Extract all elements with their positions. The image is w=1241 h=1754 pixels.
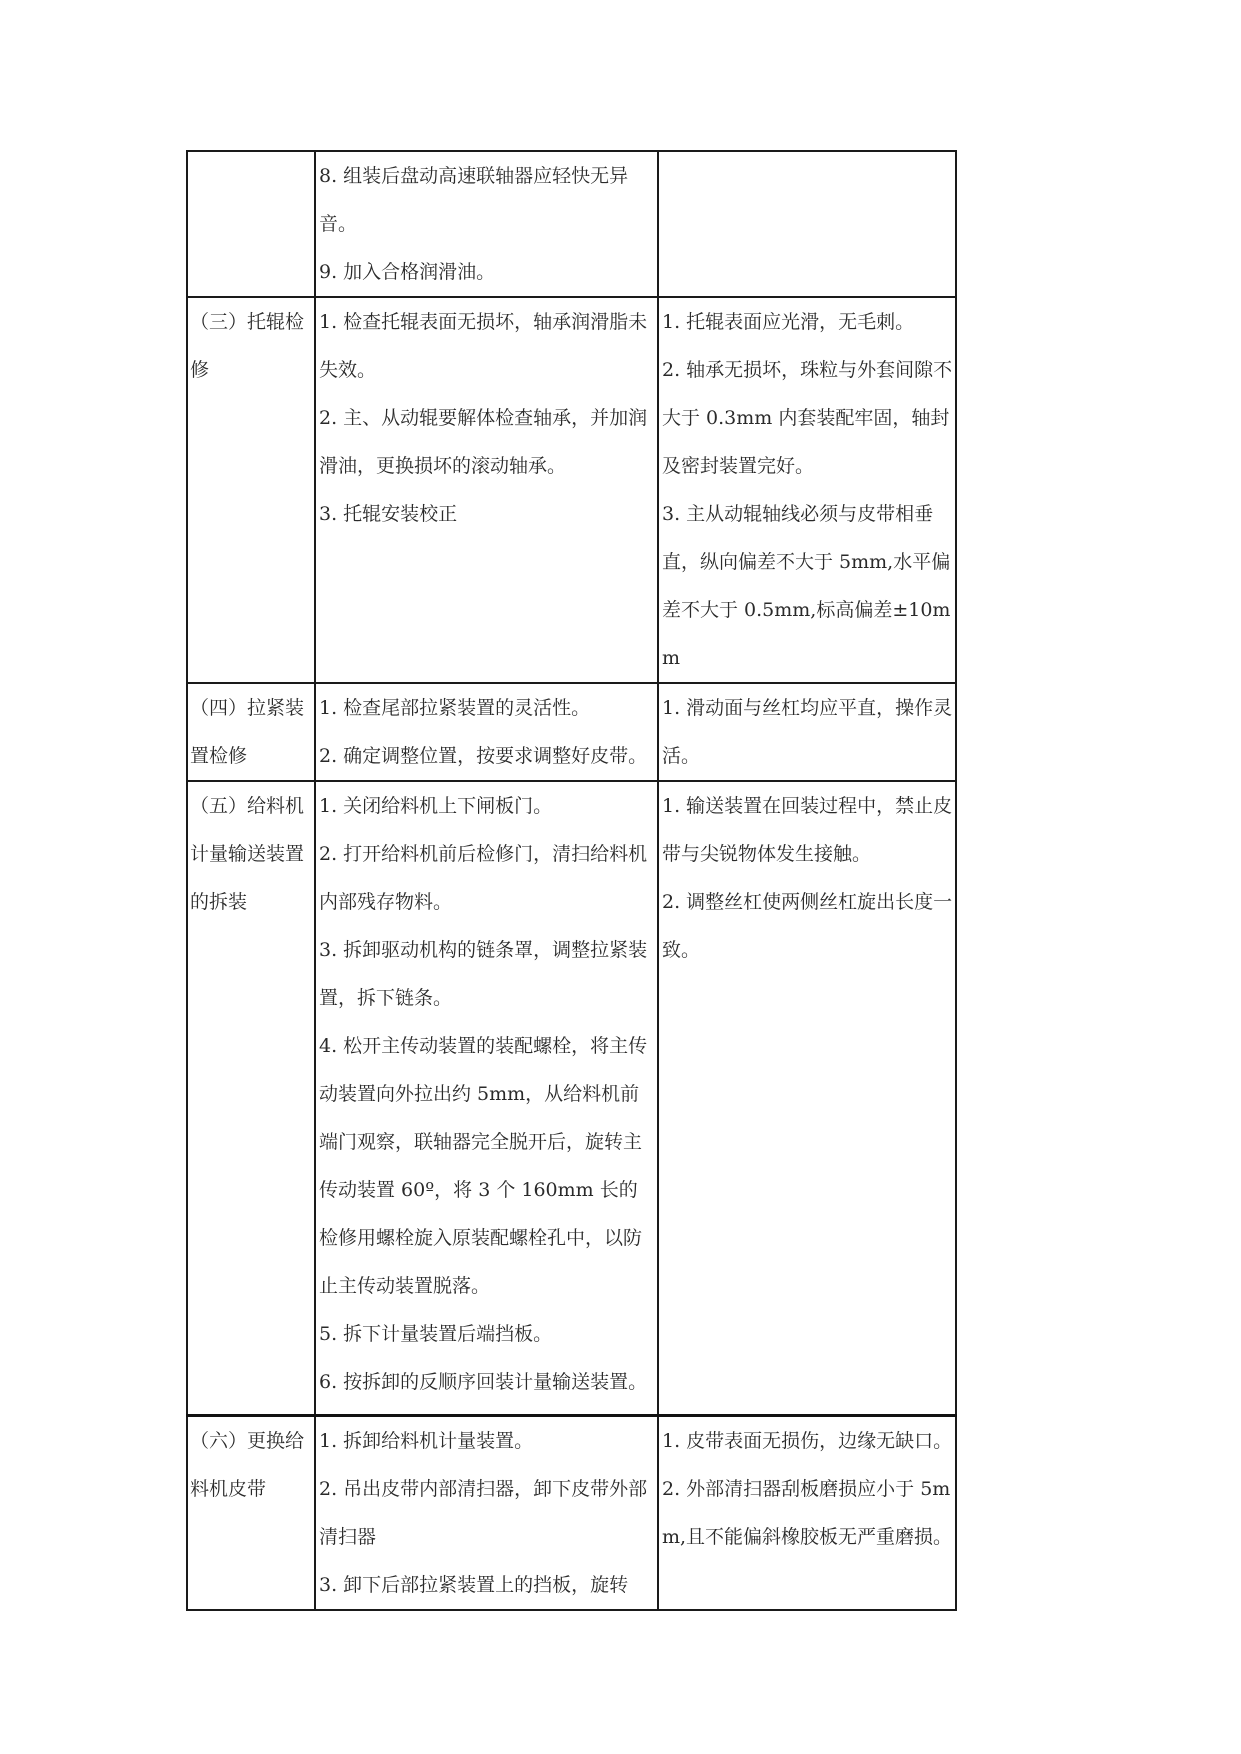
section-cell (187, 151, 315, 297)
section-cell (187, 1415, 315, 1610)
table-row (187, 297, 956, 683)
standard-text: 1. 皮带表面无损伤，边缘无缺口。 (662, 1429, 953, 1452)
step-text: 2. 确定调整位置，按要求调整好皮带。 (319, 745, 648, 767)
standards-cell (658, 151, 956, 297)
section-title: （三）托辊检修 (190, 311, 305, 381)
step-text: 3. 卸下后部拉紧装置上的挡板，旋转 (319, 1573, 629, 1596)
standards-cell (658, 297, 956, 683)
step-text: 2. 主、从动辊要解体检查轴承，并加润滑油，更换损坏的滚动轴承。 (319, 407, 648, 477)
standard-text: 3. 主从动辊轴线必须与皮带相垂直，纵向偏差不大于 5mm,水平偏差不大于 0.5mm,标高偏差±10mm (662, 503, 951, 669)
step-text: 2. 打开给料机前后检修门，清扫给料机内部残存物料。 (319, 843, 648, 913)
steps-cell (315, 1415, 658, 1610)
steps-cell (315, 297, 658, 683)
table-row (187, 683, 956, 781)
section-title: （五）给料机计量输送装置的拆装 (190, 795, 305, 913)
step-text: 1. 检查尾部拉紧装置的灵活性。 (319, 697, 591, 719)
section-title: （六）更换给料机皮带 (190, 1429, 305, 1500)
table-row (187, 781, 956, 1415)
step-text: 5. 拆下计量装置后端挡板。 (319, 1323, 553, 1345)
step-text: 6. 按拆卸的反顺序回装计量输送装置。 (319, 1371, 648, 1393)
step-text: 8. 组装后盘动高速联轴器应轻快无异音。 (319, 165, 629, 235)
step-text: 4. 松开主传动装置的装配螺栓，将主传动装置向外拉出约 5mm，从给料机前端门观察，联轴器完全脱开后，旋转主传动装置 60º，将 3 个 160mm 长的检修用螺栓旋入原装配螺栓孔中，以防止主传动装置脱落。 (319, 1035, 648, 1297)
standard-text: 1. 输送装置在回装过程中，禁止皮带与尖锐物体发生接触。 (662, 795, 953, 865)
step-text: 2. 吊出皮带内部清扫器，卸下皮带外部清扫器 (319, 1477, 648, 1548)
steps-cell (315, 151, 658, 297)
standard-text: 1. 托辊表面应光滑，无毛刺。 (662, 311, 915, 333)
section-title: （四）拉紧装置检修 (190, 697, 305, 767)
section-cell (187, 683, 315, 781)
standard-text: 1. 滑动面与丝杠均应平直，操作灵活。 (662, 697, 953, 767)
table-row (187, 1415, 956, 1610)
standard-text: 2. 轴承无损坏，珠粒与外套间隙不大于 0.3mm 内套装配牢固，轴封及密封装置完好。 (662, 359, 953, 477)
section-cell (187, 781, 315, 1415)
step-text: 1. 关闭给料机上下闸板门。 (319, 795, 553, 817)
steps-cell (315, 683, 658, 781)
standards-cell (658, 781, 956, 1415)
step-text: 1. 检查托辊表面无损坏，轴承润滑脂未失效。 (319, 311, 648, 381)
step-text: 3. 拆卸驱动机构的链条罩，调整拉紧装置，拆下链条。 (319, 939, 648, 1009)
step-text: 3. 托辊安装校正 (319, 503, 458, 525)
standards-cell (658, 683, 956, 781)
step-text: 9. 加入合格润滑油。 (319, 261, 496, 283)
standard-text: 2. 调整丝杠使两侧丝杠旋出长度一致。 (662, 891, 953, 961)
steps-cell (315, 781, 658, 1415)
step-text: 1. 拆卸给料机计量装置。 (319, 1429, 534, 1452)
maintenance-table (186, 150, 957, 1611)
standard-text: 2. 外部清扫器刮板磨损应小于 5mm,且不能偏斜橡胶板无严重磨损。 (662, 1477, 953, 1548)
section-cell (187, 297, 315, 683)
standards-cell (658, 1415, 956, 1610)
table-row (187, 151, 956, 297)
